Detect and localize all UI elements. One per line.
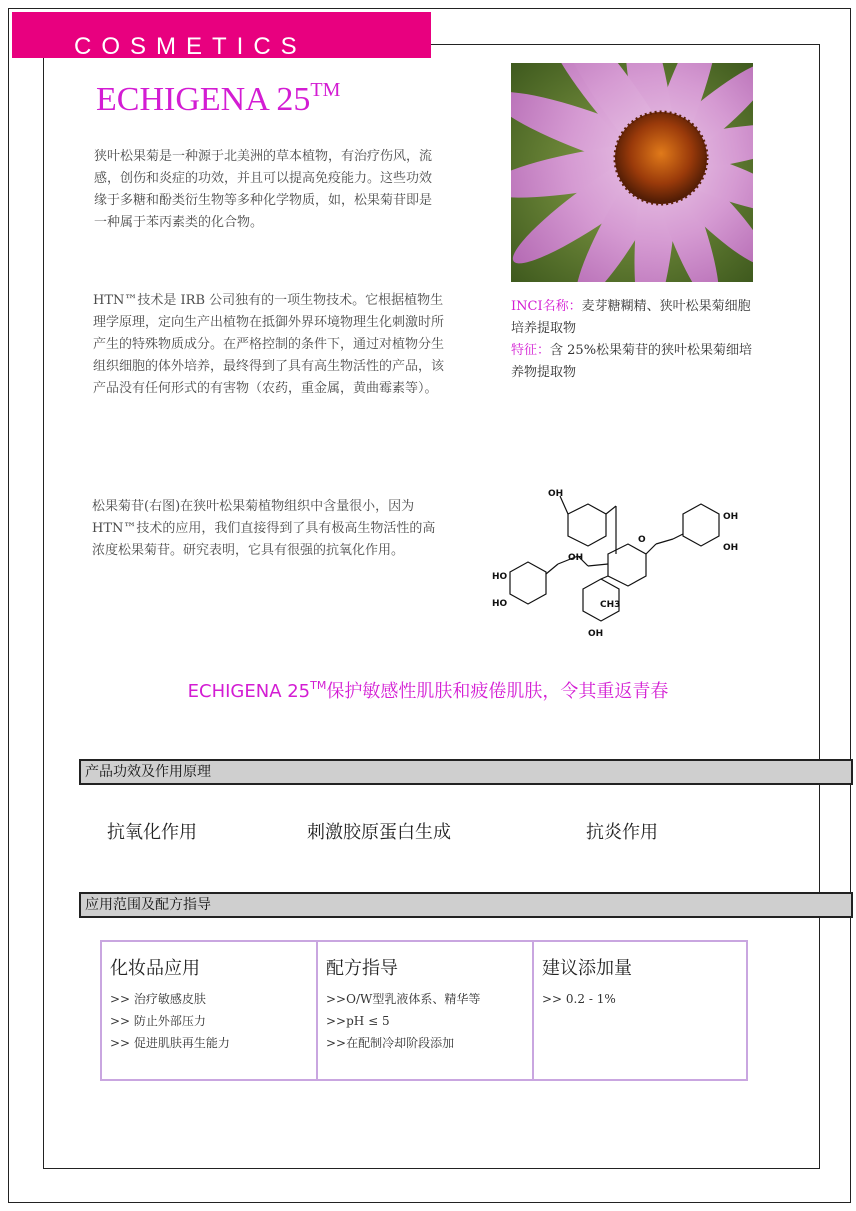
column-heading: 化妆品应用: [110, 958, 200, 979]
column-list: [542, 988, 616, 1010]
list-item: >>O/W型乳液体系、精华等: [326, 992, 481, 1006]
molecule-label-ch3: CH3: [600, 600, 621, 610]
slogan-product-name: ECHIGENA 25: [187, 681, 311, 702]
slogan-text: 保护敏感性肌肤和疲倦肌肤，令其重返青春: [326, 681, 669, 702]
table-column-cosmetic-use: [102, 942, 318, 1079]
section-heading-efficacy: 产品功效及作用原理: [79, 759, 853, 785]
effect-antioxidant: 抗氧化作用: [107, 822, 197, 843]
molecule-label-o: O: [638, 535, 646, 545]
column-list: [326, 988, 480, 1054]
molecule-label-oh-5: OH: [588, 629, 604, 639]
list-item: >>在配制冷却阶段添加: [326, 1036, 455, 1050]
molecule-label-oh-3: OH: [723, 512, 739, 522]
column-heading: 建议添加量: [542, 958, 632, 979]
product-slogan: [0, 677, 856, 703]
feature-label: 特征：: [511, 343, 551, 358]
inci-line: [511, 296, 761, 340]
list-item: >> 促进肌肤再生能力: [110, 1036, 230, 1050]
echinacea-flower-image: [511, 63, 753, 282]
molecule-label-ho-1: HO: [492, 572, 508, 582]
slogan-trademark: TM: [310, 679, 327, 692]
effect-anti-inflammatory: 抗炎作用: [586, 822, 658, 843]
table-column-dosage: [534, 942, 746, 1079]
table-column-formulation: [318, 942, 534, 1079]
product-name: ECHIGENA 25: [96, 81, 311, 118]
intro-paragraph-2: HTN™技术是 IRB 公司独有的一项生物技术。它根据植物生理学原理，定向生产出植物在抵御外界环境物理生化刺激时所产生的特殊物质成分。在严格控制的条件下，通过对植物分生组织细胞的体外培养，最终得到了具有高生物活性的产品，该产品没有任何形式的有害物（农药，重金属，黄曲霉素等）。: [93, 293, 445, 396]
echinacoside-structure-diagram: [488, 484, 748, 644]
molecule-label-ho-2: HO: [492, 599, 508, 609]
molecule-label-oh-4: OH: [723, 543, 739, 553]
column-heading: 配方指导: [326, 958, 398, 979]
product-title: [96, 80, 340, 124]
application-table: [100, 940, 748, 1081]
list-item: >>pH ≤ 5: [326, 1014, 390, 1028]
list-item: >> 防止外部压力: [110, 1014, 206, 1028]
molecule-label-oh-2: OH: [568, 553, 584, 563]
section-heading-application: 应用范围及配方指导: [79, 892, 853, 918]
feature-line: [511, 340, 761, 384]
inci-label: INCI名称：: [511, 299, 582, 314]
inci-value: 麦芽糖糊精、狭叶松果菊细胞培养提取物: [511, 299, 751, 336]
molecule-label-oh-1: OH: [548, 489, 564, 499]
column-list: [110, 988, 230, 1054]
brand-label: COSMETICS: [74, 33, 307, 60]
intro-paragraph-1: 狭叶松果菊是一种源于北美洲的草本植物，有治疗伤风，流感，创伤和炎症的功效，并且可以提高免疫能力。这些功效缘于多糖和酚类衍生物等多种化学物质，如，松果菊苷即是一种属于苯丙素类的化合物。: [94, 149, 433, 230]
trademark-mark: TM: [310, 79, 341, 101]
effect-collagen: 刺激胶原蛋白生成: [307, 822, 451, 843]
feature-value: 含 25%松果菊苷的狭叶松果菊细培养物提取物: [511, 343, 753, 380]
inci-info: [511, 296, 761, 384]
list-item: >> 治疗敏感皮肤: [110, 992, 206, 1006]
intro-paragraph-3: 松果菊苷(右图)在狭叶松果菊植物组织中含量很小，因为HTN™技术的应用，我们直接得到了具有极高生物活性的高浓度松果菊苷。研究表明，它具有很强的抗氧化作用。: [92, 499, 436, 558]
list-item: >> 0.2 - 1%: [542, 992, 616, 1006]
